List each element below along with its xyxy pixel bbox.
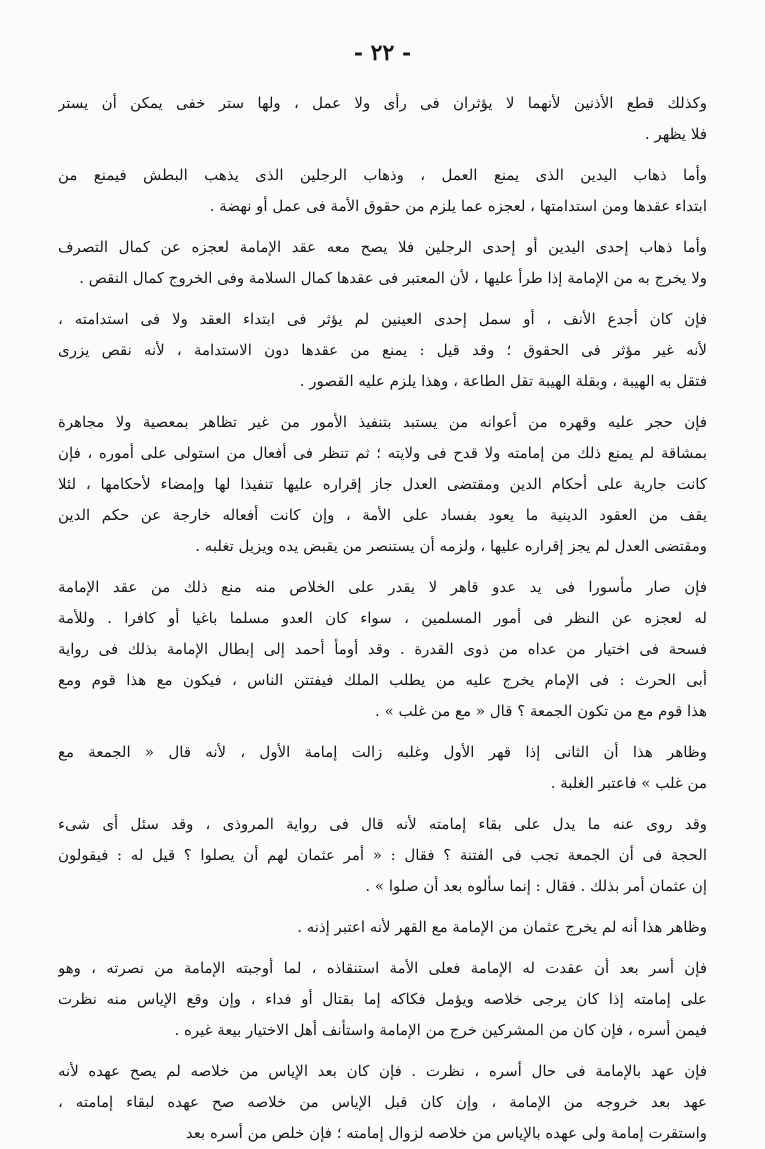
- paragraph: [58, 912, 707, 943]
- text-line: فتقل به الهيبة ، وبقلة الهيبة تقل الطاعة ، وهذا يلزم عليه القصور .: [299, 372, 707, 390]
- paragraph: [58, 304, 707, 397]
- text-line: فإن حجر عليه وقهره من أعوانه من يستبد بتنفيذ الأمور من غير تظاهر بمعصية ولا مجاهرة: [58, 413, 707, 431]
- paragraph: [58, 88, 707, 150]
- text-line: واستقرت إمامة ولى عهده بالإياس من خلاصه لزوال إمامته ؛ فإن خلص من أسره بعد: [185, 1124, 707, 1142]
- text-line: كانت جارية على أحكام الدين ومقتضى العدل جاز إقراره عليها تنفيذا لها وإمضاء لأحكامها ، لئلا: [58, 475, 707, 493]
- paragraph: [58, 953, 707, 1046]
- text-line: له لعجزه عن النظر فى أمور المسلمين ، سواء كان العدو مسلما باغيا أو كافرا . وللأمة: [58, 609, 707, 627]
- text-line: وقد روى عنه ما يدل على بقاء إمامته لأنه قال فى رواية المروذى ، وقد سئل أى شىء: [58, 815, 707, 833]
- text-line: عهد بعد خروجه من الإمامة ، وإن كان قبل الإياس من خلاصه صح عهده لبقاء إمامته ،: [58, 1093, 707, 1111]
- paragraph: [58, 407, 707, 562]
- text-line: وأما ذهاب اليدين الذى يمنع العمل ، وذهاب الرجلين الذى يذهب البطش فيمنع من: [58, 166, 707, 184]
- paragraph: [58, 572, 707, 727]
- text-line: يقف من العقود الدينية ما يعود بفساد على الأمة ، وإن كانت أفعاله خارجة عن حكم الدين: [58, 506, 707, 524]
- paragraph: [58, 1056, 707, 1149]
- text-line: لأنه غير مؤثر فى الحقوق ؛ وقد قيل : يمنع من عقدها دون الاستدامة ، لأنه نقص يزرى: [58, 341, 707, 359]
- text-line: وأما ذهاب إحدى اليدين أو إحدى الرجلين فلا يصح معه عقد الإمامة لعجزه عن كمال التصرف: [58, 238, 707, 256]
- text-line: فلا يظهر .: [644, 125, 707, 143]
- text-line: وظاهر هذا أن الثانى إذا قهر الأول وغلبه زالت إمامة الأول ، لأنه قال « الجمعة مع: [58, 743, 707, 761]
- page-number: - ٢٢ -: [353, 40, 412, 66]
- text-line: ومقتضى العدل لم يجز إقراره عليها ، ولزمه أن يستنصر من يقبض يده ويزيل تغلبه .: [195, 537, 707, 555]
- text-line: فسحة فى اختيار من عداه من ذوى القدرة . وقد أومأ أحمد إلى إبطال الإمامة بذلك فى رواية: [58, 640, 707, 658]
- paragraph: [58, 232, 707, 294]
- paragraph: [58, 160, 707, 222]
- text-line: على إمامته إذا كان يرجى خلاصه ويؤمل فكاكه إما بقتال أو فداء ، وإن وقع الإياس منه نظرت: [58, 990, 707, 1008]
- text-line: ولا يخرج به من الإمامة إذا طرأ عليها ، لأن المعتبر فى عقدها كمال السلامة وفى الخروج كمال النقص .: [79, 269, 707, 287]
- paragraph: [58, 809, 707, 902]
- text-line: وكذلك قطع الأذنين لأنهما لا يؤثران فى رأى ولا عمل ، ولها ستر خفى يمكن أن يستر: [58, 94, 707, 112]
- text-line: وظاهر هذا أنه لم يخرج عثمان من الإمامة مع القهر لأنه اعتبر إذنه .: [297, 918, 707, 936]
- text-line: ابتداء عقدها ومن استدامتها ، لعجزه عما يلزم من حقوق الأمة فى عمل أو نهضة .: [209, 197, 707, 215]
- paragraph: [58, 737, 707, 799]
- text-line: فيمن أسره ، فإن كان من المشركين خرج من الإمامة واستأنف أهل الاختيار بيعة غيره .: [174, 1021, 707, 1039]
- text-line: الحجة فى أن الجمعة تجب فى الفتنة ؟ فقال : « أمر عثمان لهم أن يصلوا ؟ قيل له : فيقولون: [58, 846, 707, 864]
- text-line: هذا قوم مع من تكون الجمعة ؟ قال « مع من غلب » .: [375, 702, 707, 720]
- body-text: [58, 88, 707, 1149]
- text-line: فإن أسر بعد أن عقدت له الإمامة فعلى الأمة استنقاذه ، لما أوجبته الإمامة من نصرته ، وهو: [58, 959, 707, 977]
- text-line: إن عثمان أمر بذلك . فقال : إنما سألوه بعد أن صلوا » .: [365, 877, 707, 895]
- text-line: فإن عهد بالإمامة فى حال أسره ، نظرت . فإن كان بعد الإياس من خلاصه لم يصح عهده لأنه: [58, 1062, 707, 1080]
- text-line: فإن كان أجدع الأنف ، أو سمل إحدى العينين لم يؤثر فى ابتداء العقد ولا فى استدامته ،: [58, 310, 707, 328]
- text-line: أبى الحرث : فى الإمام يخرج عليه من يطلب الملك فيفتتن الناس ، فيكون مع هذا قوم ومع: [58, 671, 707, 689]
- text-line: فإن صار مأسورا فى يد عدو قاهر لا يقدر على الخلاص منه منع ذلك من عقد الإمامة: [58, 578, 707, 596]
- text-line: من غلب » فاعتبر الغلبة .: [550, 774, 707, 792]
- text-line: بمشاقة لم يمنع ذلك من إمامته ولا قدح فى ولايته ؛ ثم تنظر فى أفعال من استولى على أموره ، فإن: [58, 444, 707, 462]
